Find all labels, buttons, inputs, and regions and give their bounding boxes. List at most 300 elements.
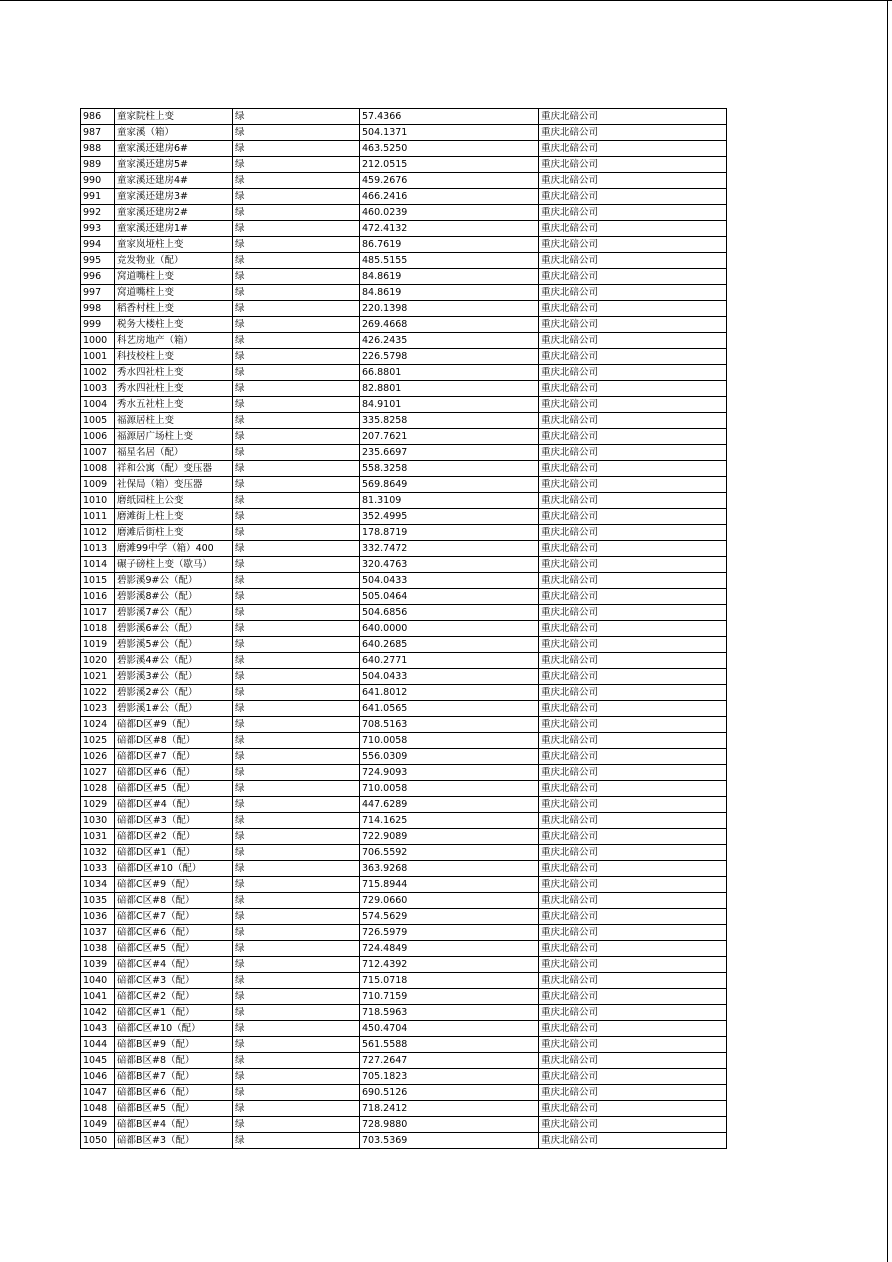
table-row (81, 221, 727, 237)
name-cell: 碚都B区#6（配） (115, 1085, 233, 1101)
company-cell: 重庆北碚公司 (539, 669, 727, 685)
row-number-cell: 1032 (81, 845, 115, 861)
company-cell: 重庆北碚公司 (539, 877, 727, 893)
row-number-cell: 1036 (81, 909, 115, 925)
row-number-cell: 998 (81, 301, 115, 317)
status-cell: 绿 (233, 973, 360, 989)
table-row (81, 557, 727, 573)
company-cell: 重庆北碚公司 (539, 269, 727, 285)
value-cell: 82.8801 (360, 381, 539, 397)
status-cell: 绿 (233, 301, 360, 317)
status-cell: 绿 (233, 813, 360, 829)
row-number-cell: 1026 (81, 749, 115, 765)
company-cell: 重庆北碚公司 (539, 429, 727, 445)
company-cell: 重庆北碚公司 (539, 1005, 727, 1021)
page-top-border (0, 0, 892, 1)
status-cell: 绿 (233, 461, 360, 477)
row-number-cell: 1000 (81, 333, 115, 349)
name-cell: 秀水四社柱上变 (115, 381, 233, 397)
name-cell: 碚都D区#2（配） (115, 829, 233, 845)
value-cell: 715.0718 (360, 973, 539, 989)
company-cell: 重庆北碚公司 (539, 893, 727, 909)
table-row (81, 253, 727, 269)
table-row (81, 525, 727, 541)
table-row (81, 125, 727, 141)
value-cell: 320.4763 (360, 557, 539, 573)
table-row (81, 509, 727, 525)
value-cell: 712.4392 (360, 957, 539, 973)
company-cell: 重庆北碚公司 (539, 845, 727, 861)
value-cell: 450.4704 (360, 1021, 539, 1037)
table-row (81, 285, 727, 301)
name-cell: 科艺房地产（箱） (115, 333, 233, 349)
row-number-cell: 989 (81, 157, 115, 173)
row-number-cell: 1018 (81, 621, 115, 637)
value-cell: 710.0058 (360, 781, 539, 797)
company-cell: 重庆北碚公司 (539, 733, 727, 749)
value-cell: 426.2435 (360, 333, 539, 349)
table-row (81, 1069, 727, 1085)
value-cell: 690.5126 (360, 1085, 539, 1101)
row-number-cell: 1046 (81, 1069, 115, 1085)
name-cell: 童家溪还建房6# (115, 141, 233, 157)
name-cell: 碚都B区#9（配） (115, 1037, 233, 1053)
status-cell: 绿 (233, 941, 360, 957)
name-cell: 碚都C区#7（配） (115, 909, 233, 925)
table-row (81, 909, 727, 925)
table-row (81, 141, 727, 157)
table-row (81, 269, 727, 285)
table-row (81, 1005, 727, 1021)
value-cell: 226.5798 (360, 349, 539, 365)
company-cell: 重庆北碚公司 (539, 701, 727, 717)
table-row (81, 301, 727, 317)
name-cell: 碧影溪7#公（配） (115, 605, 233, 621)
table-body (81, 109, 727, 1149)
status-cell: 绿 (233, 477, 360, 493)
name-cell: 碚都B区#8（配） (115, 1053, 233, 1069)
name-cell: 童家溪还建房2# (115, 205, 233, 221)
value-cell: 706.5592 (360, 845, 539, 861)
name-cell: 碚都B区#3（配） (115, 1133, 233, 1149)
row-number-cell: 1024 (81, 717, 115, 733)
company-cell: 重庆北碚公司 (539, 589, 727, 605)
value-cell: 722.9089 (360, 829, 539, 845)
value-cell: 724.9093 (360, 765, 539, 781)
name-cell: 福源居柱上变 (115, 413, 233, 429)
value-cell: 66.8801 (360, 365, 539, 381)
value-cell: 485.5155 (360, 253, 539, 269)
table-row (81, 445, 727, 461)
name-cell: 碧影溪3#公（配） (115, 669, 233, 685)
row-number-cell: 990 (81, 173, 115, 189)
status-cell: 绿 (233, 413, 360, 429)
row-number-cell: 1045 (81, 1053, 115, 1069)
row-number-cell: 1047 (81, 1085, 115, 1101)
status-cell: 绿 (233, 109, 360, 125)
row-number-cell: 1039 (81, 957, 115, 973)
row-number-cell: 1025 (81, 733, 115, 749)
value-cell: 269.4668 (360, 317, 539, 333)
table-row (81, 1085, 727, 1101)
value-cell: 84.8619 (360, 285, 539, 301)
row-number-cell: 1048 (81, 1101, 115, 1117)
company-cell: 重庆北碚公司 (539, 941, 727, 957)
name-cell: 窝道嘴柱上变 (115, 285, 233, 301)
row-number-cell: 1035 (81, 893, 115, 909)
status-cell: 绿 (233, 669, 360, 685)
value-cell: 207.7621 (360, 429, 539, 445)
status-cell: 绿 (233, 541, 360, 557)
name-cell: 磨纸园柱上公变 (115, 493, 233, 509)
status-cell: 绿 (233, 237, 360, 253)
name-cell: 碚都B区#4（配） (115, 1117, 233, 1133)
table-row (81, 941, 727, 957)
value-cell: 714.1625 (360, 813, 539, 829)
status-cell: 绿 (233, 845, 360, 861)
value-cell: 235.6697 (360, 445, 539, 461)
row-number-cell: 1044 (81, 1037, 115, 1053)
value-cell: 352.4995 (360, 509, 539, 525)
company-cell: 重庆北碚公司 (539, 141, 727, 157)
name-cell: 碚都C区#6（配） (115, 925, 233, 941)
status-cell: 绿 (233, 989, 360, 1005)
name-cell: 磨滩99中学（箱）400 (115, 541, 233, 557)
name-cell: 童家岚垭柱上变 (115, 237, 233, 253)
value-cell: 81.3109 (360, 493, 539, 509)
name-cell: 碚都D区#9（配） (115, 717, 233, 733)
status-cell: 绿 (233, 717, 360, 733)
name-cell: 碚都B区#7（配） (115, 1069, 233, 1085)
status-cell: 绿 (233, 125, 360, 141)
company-cell: 重庆北碚公司 (539, 1133, 727, 1149)
status-cell: 绿 (233, 557, 360, 573)
company-cell: 重庆北碚公司 (539, 221, 727, 237)
value-cell: 641.0565 (360, 701, 539, 717)
row-number-cell: 992 (81, 205, 115, 221)
table-row (81, 637, 727, 653)
table-row (81, 973, 727, 989)
company-cell: 重庆北碚公司 (539, 909, 727, 925)
company-cell: 重庆北碚公司 (539, 829, 727, 845)
name-cell: 磨滩后街柱上变 (115, 525, 233, 541)
status-cell: 绿 (233, 605, 360, 621)
status-cell: 绿 (233, 1053, 360, 1069)
company-cell: 重庆北碚公司 (539, 1069, 727, 1085)
row-number-cell: 991 (81, 189, 115, 205)
name-cell: 碧影溪2#公（配） (115, 685, 233, 701)
table-row (81, 1101, 727, 1117)
company-cell: 重庆北碚公司 (539, 749, 727, 765)
value-cell: 705.1823 (360, 1069, 539, 1085)
value-cell: 708.5163 (360, 717, 539, 733)
row-number-cell: 1031 (81, 829, 115, 845)
value-cell: 504.6856 (360, 605, 539, 621)
status-cell: 绿 (233, 1037, 360, 1053)
value-cell: 447.6289 (360, 797, 539, 813)
table-row (81, 573, 727, 589)
company-cell: 重庆北碚公司 (539, 333, 727, 349)
name-cell: 童家溪还建房3# (115, 189, 233, 205)
name-cell: 碧影溪8#公（配） (115, 589, 233, 605)
status-cell: 绿 (233, 1117, 360, 1133)
status-cell: 绿 (233, 445, 360, 461)
value-cell: 728.9880 (360, 1117, 539, 1133)
row-number-cell: 1030 (81, 813, 115, 829)
status-cell: 绿 (233, 765, 360, 781)
row-number-cell: 1017 (81, 605, 115, 621)
company-cell: 重庆北碚公司 (539, 797, 727, 813)
status-cell: 绿 (233, 493, 360, 509)
status-cell: 绿 (233, 221, 360, 237)
company-cell: 重庆北碚公司 (539, 781, 727, 797)
table-row (81, 477, 727, 493)
row-number-cell: 1038 (81, 941, 115, 957)
name-cell: 童家溪（箱） (115, 125, 233, 141)
table-row (81, 669, 727, 685)
company-cell: 重庆北碚公司 (539, 1101, 727, 1117)
company-cell: 重庆北碚公司 (539, 973, 727, 989)
table-row (81, 1037, 727, 1053)
company-cell: 重庆北碚公司 (539, 541, 727, 557)
name-cell: 碧影溪4#公（配） (115, 653, 233, 669)
row-number-cell: 1016 (81, 589, 115, 605)
company-cell: 重庆北碚公司 (539, 621, 727, 637)
name-cell: 碚都D区#7（配） (115, 749, 233, 765)
name-cell: 童家溪还建房4# (115, 173, 233, 189)
row-number-cell: 997 (81, 285, 115, 301)
row-number-cell: 1002 (81, 365, 115, 381)
value-cell: 727.2647 (360, 1053, 539, 1069)
name-cell: 窝道嘴柱上变 (115, 269, 233, 285)
company-cell: 重庆北碚公司 (539, 717, 727, 733)
value-cell: 726.5979 (360, 925, 539, 941)
table-row (81, 893, 727, 909)
value-cell: 212.0515 (360, 157, 539, 173)
row-number-cell: 1028 (81, 781, 115, 797)
status-cell: 绿 (233, 189, 360, 205)
row-number-cell: 1014 (81, 557, 115, 573)
table-row (81, 701, 727, 717)
status-cell: 绿 (233, 317, 360, 333)
name-cell: 碚都D区#1（配） (115, 845, 233, 861)
row-number-cell: 1010 (81, 493, 115, 509)
name-cell: 碚都B区#5（配） (115, 1101, 233, 1117)
company-cell: 重庆北碚公司 (539, 765, 727, 781)
value-cell: 574.5629 (360, 909, 539, 925)
value-cell: 558.3258 (360, 461, 539, 477)
value-cell: 561.5588 (360, 1037, 539, 1053)
row-number-cell: 1015 (81, 573, 115, 589)
name-cell: 碚都D区#5（配） (115, 781, 233, 797)
table-row (81, 541, 727, 557)
table-row (81, 621, 727, 637)
status-cell: 绿 (233, 1005, 360, 1021)
company-cell: 重庆北碚公司 (539, 477, 727, 493)
row-number-cell: 1003 (81, 381, 115, 397)
table-row (81, 733, 727, 749)
table-row (81, 173, 727, 189)
name-cell: 碚都D区#4（配） (115, 797, 233, 813)
status-cell: 绿 (233, 253, 360, 269)
row-number-cell: 1006 (81, 429, 115, 445)
value-cell: 86.7619 (360, 237, 539, 253)
status-cell: 绿 (233, 797, 360, 813)
status-cell: 绿 (233, 637, 360, 653)
name-cell: 秀水五社柱上变 (115, 397, 233, 413)
name-cell: 碾子磅柱上变（歇马） (115, 557, 233, 573)
name-cell: 碚都C区#9（配） (115, 877, 233, 893)
row-number-cell: 1037 (81, 925, 115, 941)
company-cell: 重庆北碚公司 (539, 605, 727, 621)
row-number-cell: 988 (81, 141, 115, 157)
value-cell: 504.0433 (360, 669, 539, 685)
name-cell: 祥和公寓（配）变压器 (115, 461, 233, 477)
company-cell: 重庆北碚公司 (539, 1021, 727, 1037)
table-row (81, 205, 727, 221)
status-cell: 绿 (233, 573, 360, 589)
table-row (81, 1117, 727, 1133)
table-row (81, 781, 727, 797)
value-cell: 332.7472 (360, 541, 539, 557)
table-row (81, 797, 727, 813)
company-cell: 重庆北碚公司 (539, 925, 727, 941)
value-cell: 220.1398 (360, 301, 539, 317)
value-cell: 640.0000 (360, 621, 539, 637)
name-cell: 碧影溪9#公（配） (115, 573, 233, 589)
name-cell: 福源居广场柱上变 (115, 429, 233, 445)
value-cell: 84.8619 (360, 269, 539, 285)
value-cell: 710.7159 (360, 989, 539, 1005)
table-row (81, 1021, 727, 1037)
value-cell: 463.5250 (360, 141, 539, 157)
status-cell: 绿 (233, 909, 360, 925)
name-cell: 竞发物业（配） (115, 253, 233, 269)
table-row (81, 365, 727, 381)
status-cell: 绿 (233, 173, 360, 189)
row-number-cell: 1027 (81, 765, 115, 781)
row-number-cell: 1008 (81, 461, 115, 477)
value-cell: 504.1371 (360, 125, 539, 141)
company-cell: 重庆北碚公司 (539, 349, 727, 365)
status-cell: 绿 (233, 333, 360, 349)
value-cell: 57.4366 (360, 109, 539, 125)
status-cell: 绿 (233, 893, 360, 909)
table-row (81, 957, 727, 973)
row-number-cell: 1013 (81, 541, 115, 557)
company-cell: 重庆北碚公司 (539, 1117, 727, 1133)
value-cell: 505.0464 (360, 589, 539, 605)
status-cell: 绿 (233, 429, 360, 445)
company-cell: 重庆北碚公司 (539, 493, 727, 509)
name-cell: 童家溪还建房1# (115, 221, 233, 237)
name-cell: 碚都C区#2（配） (115, 989, 233, 1005)
table-row (81, 877, 727, 893)
status-cell: 绿 (233, 781, 360, 797)
company-cell: 重庆北碚公司 (539, 285, 727, 301)
name-cell: 碚都C区#10（配） (115, 1021, 233, 1037)
name-cell: 碚都C区#5（配） (115, 941, 233, 957)
page-right-border (887, 0, 888, 1262)
value-cell: 640.2685 (360, 637, 539, 653)
status-cell: 绿 (233, 685, 360, 701)
table-row (81, 845, 727, 861)
status-cell: 绿 (233, 861, 360, 877)
status-cell: 绿 (233, 1101, 360, 1117)
row-number-cell: 1050 (81, 1133, 115, 1149)
table-row (81, 413, 727, 429)
status-cell: 绿 (233, 205, 360, 221)
company-cell: 重庆北碚公司 (539, 381, 727, 397)
value-cell: 703.5369 (360, 1133, 539, 1149)
table-row (81, 989, 727, 1005)
table-row (81, 765, 727, 781)
value-cell: 569.8649 (360, 477, 539, 493)
table-row (81, 333, 727, 349)
table-row (81, 749, 727, 765)
table-row (81, 829, 727, 845)
company-cell: 重庆北碚公司 (539, 1037, 727, 1053)
table-row (81, 1133, 727, 1149)
name-cell: 科技校柱上变 (115, 349, 233, 365)
company-cell: 重庆北碚公司 (539, 557, 727, 573)
company-cell: 重庆北碚公司 (539, 461, 727, 477)
table-row (81, 653, 727, 669)
row-number-cell: 1009 (81, 477, 115, 493)
value-cell: 84.9101 (360, 397, 539, 413)
row-number-cell: 1021 (81, 669, 115, 685)
row-number-cell: 1049 (81, 1117, 115, 1133)
value-cell: 459.2676 (360, 173, 539, 189)
row-number-cell: 1023 (81, 701, 115, 717)
name-cell: 碚都D区#8（配） (115, 733, 233, 749)
company-cell: 重庆北碚公司 (539, 509, 727, 525)
value-cell: 472.4132 (360, 221, 539, 237)
company-cell: 重庆北碚公司 (539, 653, 727, 669)
status-cell: 绿 (233, 749, 360, 765)
name-cell: 碧影溪5#公（配） (115, 637, 233, 653)
row-number-cell: 986 (81, 109, 115, 125)
row-number-cell: 1041 (81, 989, 115, 1005)
table-row (81, 237, 727, 253)
status-cell: 绿 (233, 701, 360, 717)
row-number-cell: 1012 (81, 525, 115, 541)
company-cell: 重庆北碚公司 (539, 317, 727, 333)
name-cell: 碚都C区#3（配） (115, 973, 233, 989)
table-row (81, 685, 727, 701)
value-cell: 178.8719 (360, 525, 539, 541)
table-row (81, 157, 727, 173)
row-number-cell: 1034 (81, 877, 115, 893)
table-row (81, 717, 727, 733)
row-number-cell: 1007 (81, 445, 115, 461)
table-row (81, 397, 727, 413)
table-row (81, 317, 727, 333)
status-cell: 绿 (233, 957, 360, 973)
company-cell: 重庆北碚公司 (539, 173, 727, 189)
name-cell: 碚都D区#10（配） (115, 861, 233, 877)
table-row (81, 589, 727, 605)
status-cell: 绿 (233, 157, 360, 173)
status-cell: 绿 (233, 397, 360, 413)
table-row (81, 349, 727, 365)
status-cell: 绿 (233, 1069, 360, 1085)
company-cell: 重庆北碚公司 (539, 525, 727, 541)
name-cell: 碧影溪1#公（配） (115, 701, 233, 717)
name-cell: 税务大楼柱上变 (115, 317, 233, 333)
value-cell: 640.2771 (360, 653, 539, 669)
value-cell: 504.0433 (360, 573, 539, 589)
